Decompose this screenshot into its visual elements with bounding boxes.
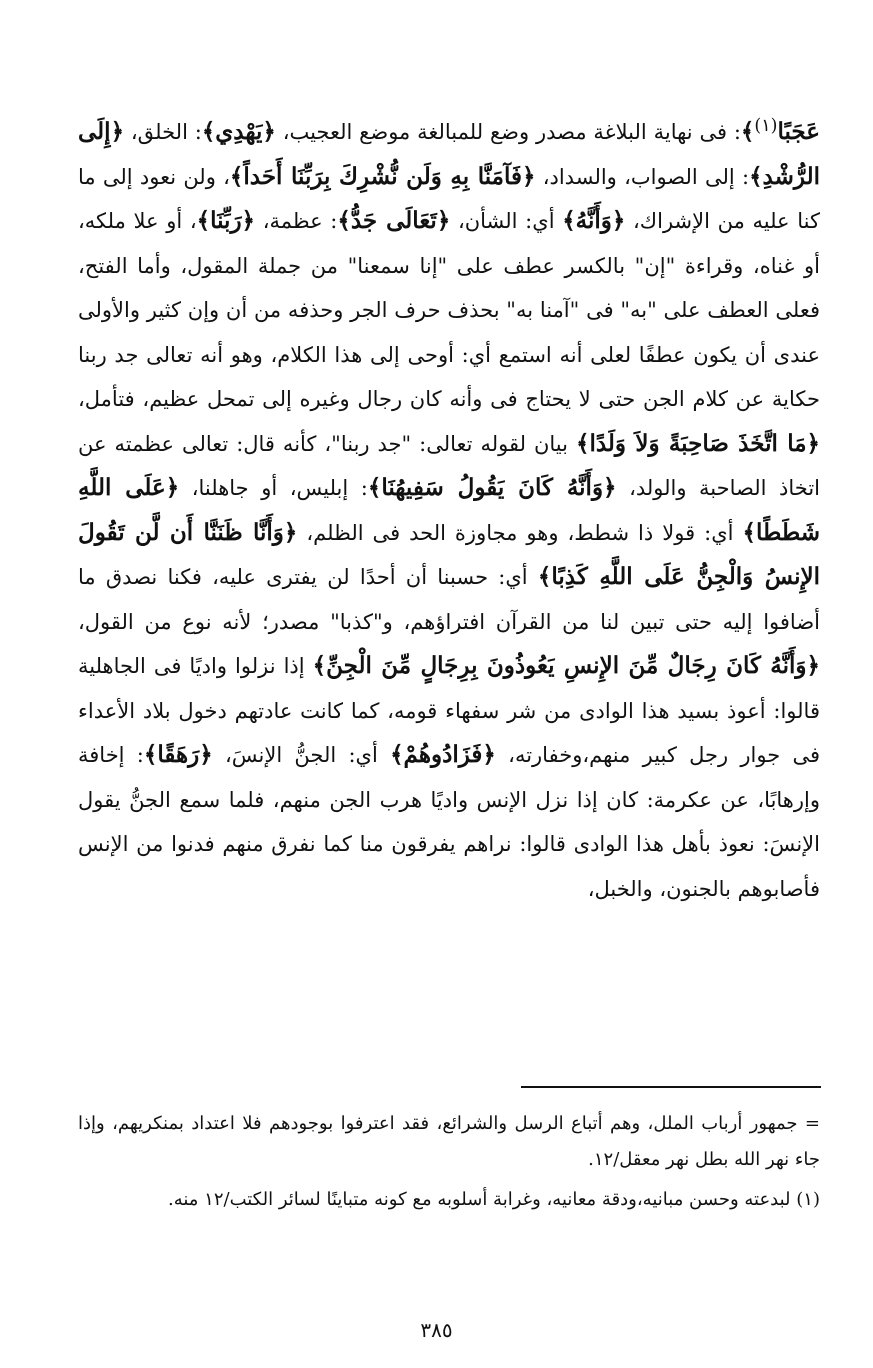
footnote-1: (١) لبدعته وحسن مبانيه،ودقة معانيه، وغرابة أسلوبه مع كونه متباينًا لسائر الكتب/١٢ منه. [167,1189,820,1210]
quran-quote: ﴿مَا اتَّخَذَ صَاحِبَةً وَلاَ وَلَدًا﴾ [575,429,820,457]
quran-quote: ﴿رَبِّنَا﴾ [196,207,256,234]
commentary-text: بيان لقوله تعالى: "جد ربنا"، كأنه قال: تعالى عظمته عن اتخاذ الصاحبة والولد، [78,431,820,500]
commentary-text: : الخلق، [124,120,202,144]
quran-quote: ﴿وَأَنَّهُ﴾ [562,207,626,234]
quran-quote: ﴿فَآمَنَّا بِهِ وَلَن نُّشْرِكَ بِرَبِّنَا أَحَداً﴾ [229,162,536,190]
commentary-text: : إلى الصواب، والسداد، [535,164,750,189]
footnote-continued: = جمهور أرباب الملل، وهم أتباع الرسل والشرائع، فقد اعترفوا بوجودهم فلا اعتداد بمنكريهم، وإذا جاء نهر الله بطل نهر معقل/١٢. [78,1113,820,1170]
commentary-text: أي: الجنُّ الإنسَ، [212,743,391,767]
quran-quote: ﴿إِلَى الرُّشْدِ﴾ [78,118,820,190]
quran-quote: ﴿وَأَنَّهُ كَانَ رِجَالٌ مِّنَ الإِنسِ يَعُوذُونَ بِرِجَالٍ مِّنَ الْجِنِّ﴾ [312,652,820,679]
commentary-text: ، أو علا ملكه، أو غناه، وقراءة "إن" بالكسر عطف على "إنا سمعنا" من جملة المقول، وأما الفتح، فعلى العطف على "به" فى "آمنا به" بحذف حرف الجر وحذفه من أن وإن كثير والأولى عندى أن يكون عطفًا لعلى أنه استمع أي: أوحى إلى هذا الكلام، وهو أنه تعالى جد ربنا حكاية عن كلام الجن حتى لا يحتاج فى وأنه كان رجال وغيره إلى تمحل عظيم، فتأمل، [78,209,820,411]
quran-quote: ﴿وَأَنَّهُ كَانَ يَقُولُ سَفِيهُنَا﴾ [367,474,617,501]
quran-quote: ﴿عَلَى اللَّهِ شَطَطًا﴾ [78,474,820,546]
commentary-text: أي: الشأن، [450,209,563,233]
main-text [78,104,820,911]
footnotes [78,1106,820,1218]
quran-quote: ﴿يَهْدِي﴾ [201,118,276,145]
commentary-text: أي: قولا ذا شطط، وهو مجاوزة الحد فى الظلم، [297,520,743,545]
quran-quote: ﴿فَزَادُوهُمْ﴾ [390,741,496,768]
quran-quote: ﴾ [740,118,755,145]
commentary-text: : إبليس، أو جاهلنا، [179,476,368,500]
quran-quote: عَجَبًا [777,118,820,145]
quran-quote: ﴿تَعَالَى جَدُّ﴾ [337,207,451,234]
quran-quote: ﴿وَأَنَّا ظَنَنَّا أَن لَّن تَقُولَ الإِنسُ وَالْجِنُّ عَلَى اللَّهِ كَذِبًا﴾ [78,518,820,590]
commentary-text: إذا نزلوا واديًا فى الجاهلية قالوا: أعوذ بسيد هذا الوادى من شر سفهاء قومه، كما كانت عادتهم دخول بلاد الأعداء فى جوار رجل كبير منهم،وخفارته، [78,654,821,767]
commentary-text: ، ولن نعود إلى ما كنا عليه من الإشراك، [78,164,820,233]
commentary-text: أي: حسبنا أن أحدًا لن يفترى عليه، فكنا نصدق ما أضافوا إليه حتى تبين لنا من القرآن افتراؤهم، و"كذبا" مصدر؛ لأنه نوع من القول، [78,565,820,634]
commentary-text: : إخافة وإرهابًا، عن عكرمة: كان إذا نزل الإنس واديًا هرب الجن منهم، فلما سمع الجنُّ يقول الإنسَ: نعوذ بأهل هذا الوادى قالوا: نراهم يفرقون منا كما نفرق منهم فدنوا من الإنس فأصابوهم بالجنون، والخبل، [78,743,820,901]
quran-quote: ﴿رَهَقًا﴾ [143,741,213,768]
footnote-marker: (١) [754,116,778,136]
footnote-divider [521,1086,821,1088]
commentary-text: : عظمة، [255,209,338,233]
page-number: ٣٨٥ [420,1318,453,1342]
commentary-text: : فى نهاية البلاغة مصدر وضع للمبالغة موضع العجيب، [275,120,741,144]
